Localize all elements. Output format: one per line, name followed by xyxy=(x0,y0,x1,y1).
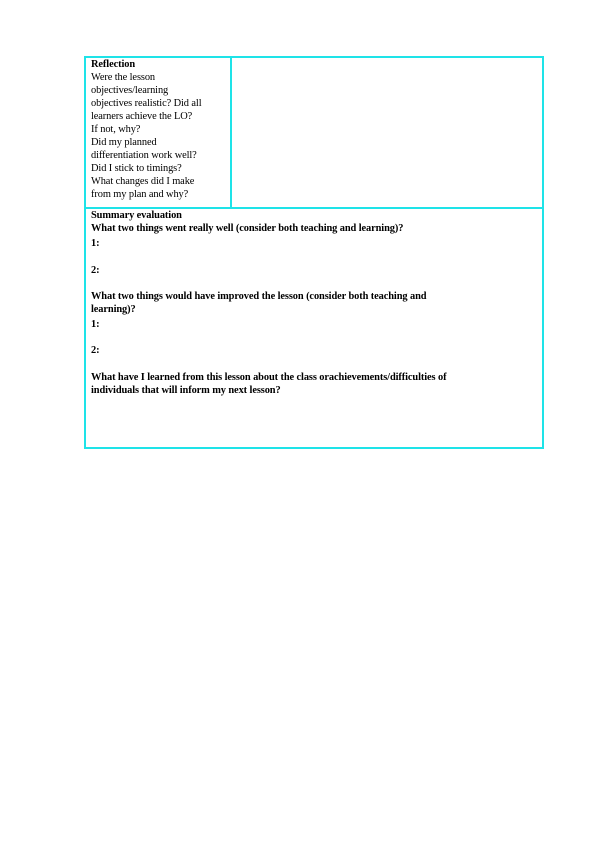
reflection-line: from my plan and why? xyxy=(91,189,189,200)
question-learned-line-1: What have I learned from this lesson about the class orachievements/difficulties of xyxy=(91,372,447,383)
improved-item-1: 1: xyxy=(91,319,100,330)
reflection-row xyxy=(86,58,542,209)
summary-heading: Summary evaluation xyxy=(91,210,182,221)
reflection-line: If not, why? xyxy=(91,124,141,135)
reflection-response-cell[interactable] xyxy=(232,58,542,207)
question-went-well: What two things went really well (consider both teaching and learning)? xyxy=(91,223,404,234)
reflection-heading: Reflection xyxy=(91,59,136,70)
reflection-line: objectives/learning xyxy=(91,85,169,96)
improved-item-2: 2: xyxy=(91,345,100,356)
reflection-line: What changes did I make xyxy=(91,176,195,187)
reflection-line: learners achieve the LO? xyxy=(91,111,193,122)
reflection-prompt-cell xyxy=(86,58,232,207)
reflection-line: objectives realistic? Did all xyxy=(91,98,202,109)
lesson-evaluation-table xyxy=(84,56,544,449)
reflection-line: Did my planned xyxy=(91,137,157,148)
reflection-line: Did I stick to timings? xyxy=(91,163,182,174)
summary-evaluation-cell[interactable] xyxy=(86,209,542,447)
question-improved-line-2: learning)? xyxy=(91,304,136,315)
question-learned-line-2: individuals that will inform my next lesson? xyxy=(91,385,281,396)
question-improved-line-1: What two things would have improved the lesson (consider both teaching and xyxy=(91,291,427,302)
went-well-item-1: 1: xyxy=(91,238,100,249)
reflection-line: differentiation work well? xyxy=(91,150,197,161)
went-well-item-2: 2: xyxy=(91,265,100,276)
reflection-line: Were the lesson xyxy=(91,72,156,83)
